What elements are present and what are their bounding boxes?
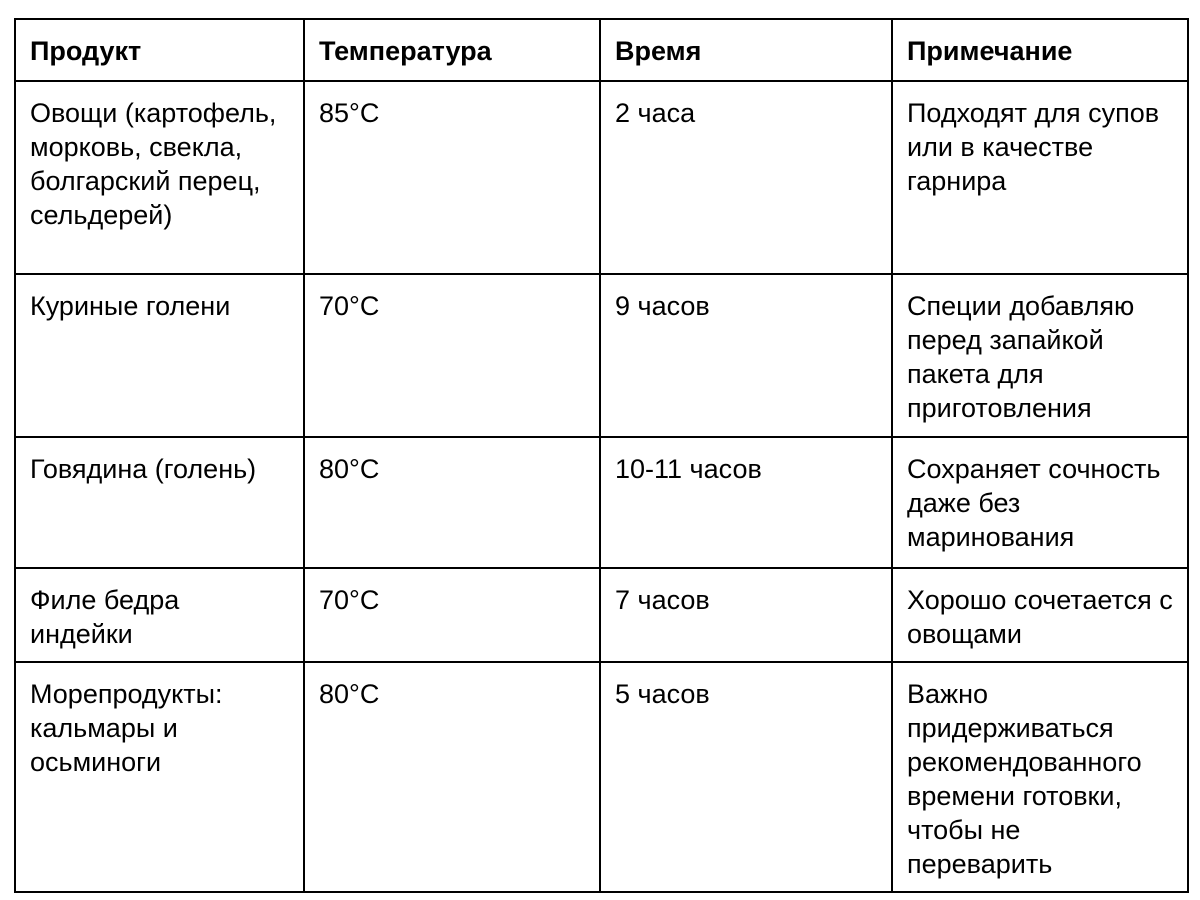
cell-note: Специи добавляю перед запайкой пакета для приготовления bbox=[892, 274, 1188, 437]
cell-product: Куриные голени bbox=[15, 274, 304, 437]
cell-temperature: 80°C bbox=[304, 662, 600, 892]
table-header-row bbox=[15, 19, 1188, 81]
table-row bbox=[15, 662, 1188, 892]
cell-time: 9 часов bbox=[600, 274, 892, 437]
cell-time: 2 часа bbox=[600, 81, 892, 274]
cell-temperature: 70°C bbox=[304, 568, 600, 662]
table-row bbox=[15, 568, 1188, 662]
cell-time: 5 часов bbox=[600, 662, 892, 892]
cooking-table bbox=[14, 18, 1189, 893]
table-row bbox=[15, 274, 1188, 437]
header-product: Продукт bbox=[15, 19, 304, 81]
header-time: Время bbox=[600, 19, 892, 81]
cell-temperature: 70°C bbox=[304, 274, 600, 437]
cell-note: Сохраняет сочность даже без маринования bbox=[892, 437, 1188, 568]
cell-note: Хорошо сочетается с овощами bbox=[892, 568, 1188, 662]
cell-note: Важно придерживаться рекомендованного времени готовки, чтобы не переварить bbox=[892, 662, 1188, 892]
cell-temperature: 80°C bbox=[304, 437, 600, 568]
cell-product: Говядина (голень) bbox=[15, 437, 304, 568]
cell-note: Подходят для супов или в качестве гарнира bbox=[892, 81, 1188, 274]
table-row bbox=[15, 437, 1188, 568]
header-note: Примечание bbox=[892, 19, 1188, 81]
cell-product: Морепродукты: кальмары и осьминоги bbox=[15, 662, 304, 892]
table-row bbox=[15, 81, 1188, 274]
cell-time: 7 часов bbox=[600, 568, 892, 662]
cell-product: Филе бедра индейки bbox=[15, 568, 304, 662]
header-temperature: Температура bbox=[304, 19, 600, 81]
cell-time: 10-11 часов bbox=[600, 437, 892, 568]
cell-product: Овощи (картофель, морковь, свекла, болгарский перец, сельдерей) bbox=[15, 81, 304, 274]
cell-temperature: 85°C bbox=[304, 81, 600, 274]
